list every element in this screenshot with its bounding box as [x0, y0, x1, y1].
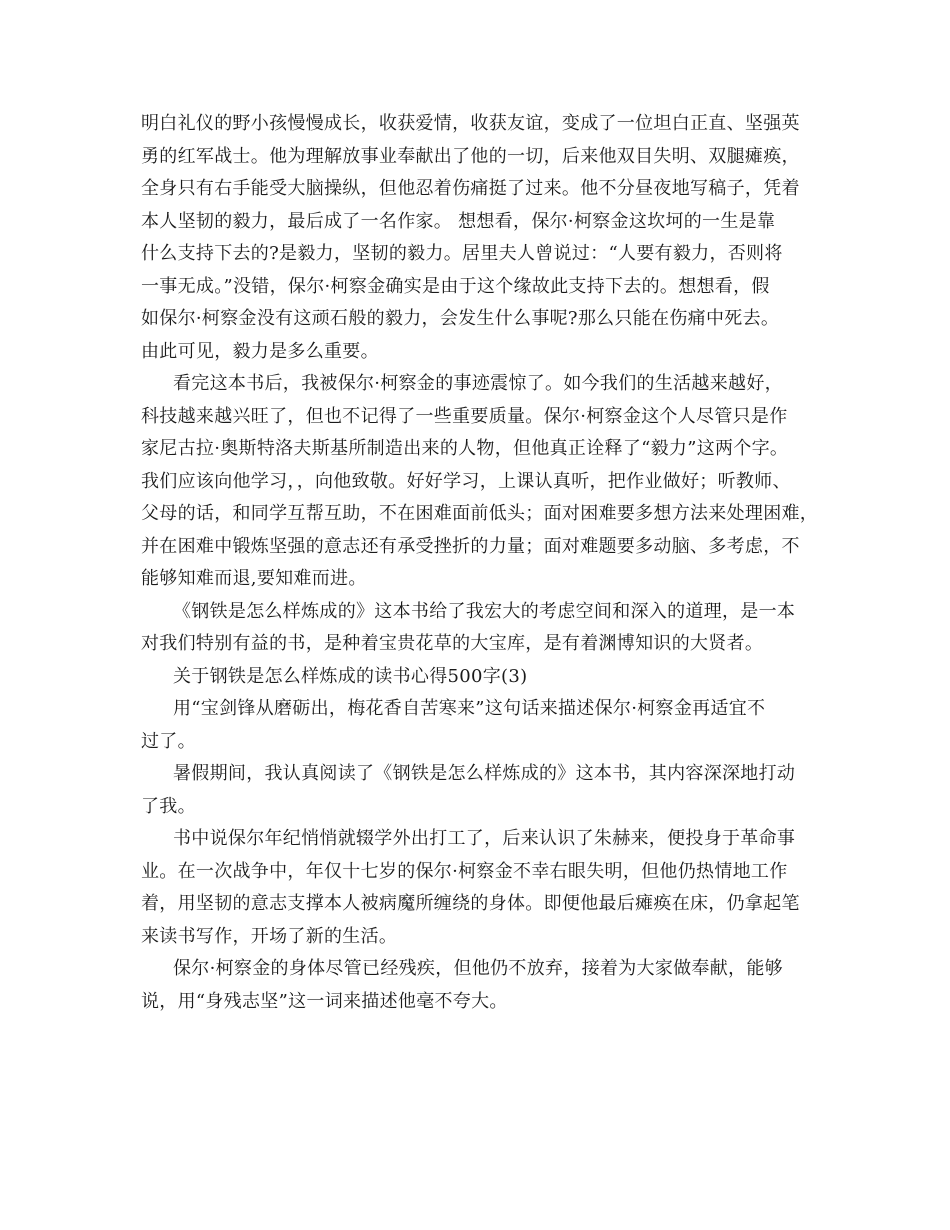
text-line: 我们应该向他学习，，向他致敬。好好学习，上课认真听，把作业做好；听教师、 — [141, 470, 791, 492]
text-line: 父母的话，和同学互帮互助，不在困难面前低头；面对困难要多想方法来处理困难， — [141, 503, 819, 524]
text-line: 什么支持下去的?是毅力，坚韧的毅力。居里夫人曾说过：“人要有毅力，否则将 — [141, 243, 783, 264]
text-line: 如保尔·柯察金没有这顽石般的毅力，会发生什么事呢?那么只能在伤痛中死去。 — [141, 308, 780, 329]
text-line: 关于钢铁是怎么样炼成的读书心得500字(3) — [173, 665, 528, 687]
text-line: 暑假期间，我认真阅读了《钢铁是怎么样炼成的》这本书，其内容深深地打动 — [173, 763, 796, 784]
text-line: 《钢铁是怎么样炼成的》这本书给了我宏大的考虑空间和深入的道理，是一本 — [173, 600, 796, 622]
text-line: 明白礼仪的野小孩慢慢成长，收获爱情，收获友谊，变成了一位坦白正直、坚强英 — [141, 113, 800, 134]
text-line: 并在困难中锻炼坚强的意志还有承受挫折的力量；面对难题要多动脑、多考虑，不 — [141, 535, 800, 557]
text-line: 过了。 — [141, 730, 196, 752]
text-line: 书中说保尔年纪悄悄就辍学外出打工了，后来认识了朱赫来，便投身于革命事 — [173, 828, 796, 849]
text-line: 勇的红军战士。他为理解放事业奉献出了他的一切，后来他双目失明、双腿瘫痪， — [141, 145, 800, 167]
text-line: 业。在一次战争中，年仅十七岁的保尔·柯察金不幸右眼失明，但他仍热情地工作 — [141, 860, 788, 882]
text-line: 本人坚韧的毅力，最后成了一名作家。 想想看，保尔·柯察金这坎坷的一生是靠 — [141, 210, 776, 232]
text-line: 家尼古拉·奥斯特洛夫斯基所制造出来的人物，但他真正诠释了“毅力”这两个字。 — [141, 438, 789, 459]
text-line: 了我。 — [141, 795, 196, 817]
text-line: 全身只有右手能受大脑操纵，但他忍着伤痛挺了过来。他不分昼夜地写稿子，凭着 — [141, 178, 800, 199]
text-line: 说，用“身残志坚”这一词来描述他毫不夸大。 — [141, 990, 508, 1012]
text-line: 一事无成。”没错，保尔·柯察金确实是由于这个缘故此支持下去的。想想看，假 — [141, 275, 770, 297]
document-body — [141, 108, 831, 1018]
text-line: 来读书写作，开场了新的生活。 — [141, 925, 398, 947]
text-line: 保尔·柯察金的身体尽管已经残疾，但他仍不放弃，接着为大家做奉献，能够 — [173, 958, 783, 979]
text-line: 由此可见，毅力是多么重要。 — [141, 340, 379, 362]
text-line: 能够知难而退,要知难而进。 — [141, 568, 367, 589]
text-line: 对我们特别有益的书，是种着宝贵花草的大宝库，是有着渊博知识的大贤者。 — [141, 633, 764, 654]
text-line: 用“宝剑锋从磨砺出，梅花香自苦寒来”这句话来描述保尔·柯察金再适宜不 — [173, 698, 766, 719]
text-line: 看完这本书后，我被保尔·柯察金的事迹震惊了。如今我们的生活越来越好， — [173, 373, 783, 394]
text-line: 科技越来越兴旺了，但也不记得了一些重要质量。保尔·柯察金这个人尽管只是作 — [141, 405, 788, 427]
text-line: 着，用坚韧的意志支撑本人被病魔所缠绕的身体。即便他最后瘫痪在床，仍拿起笔 — [141, 893, 800, 914]
